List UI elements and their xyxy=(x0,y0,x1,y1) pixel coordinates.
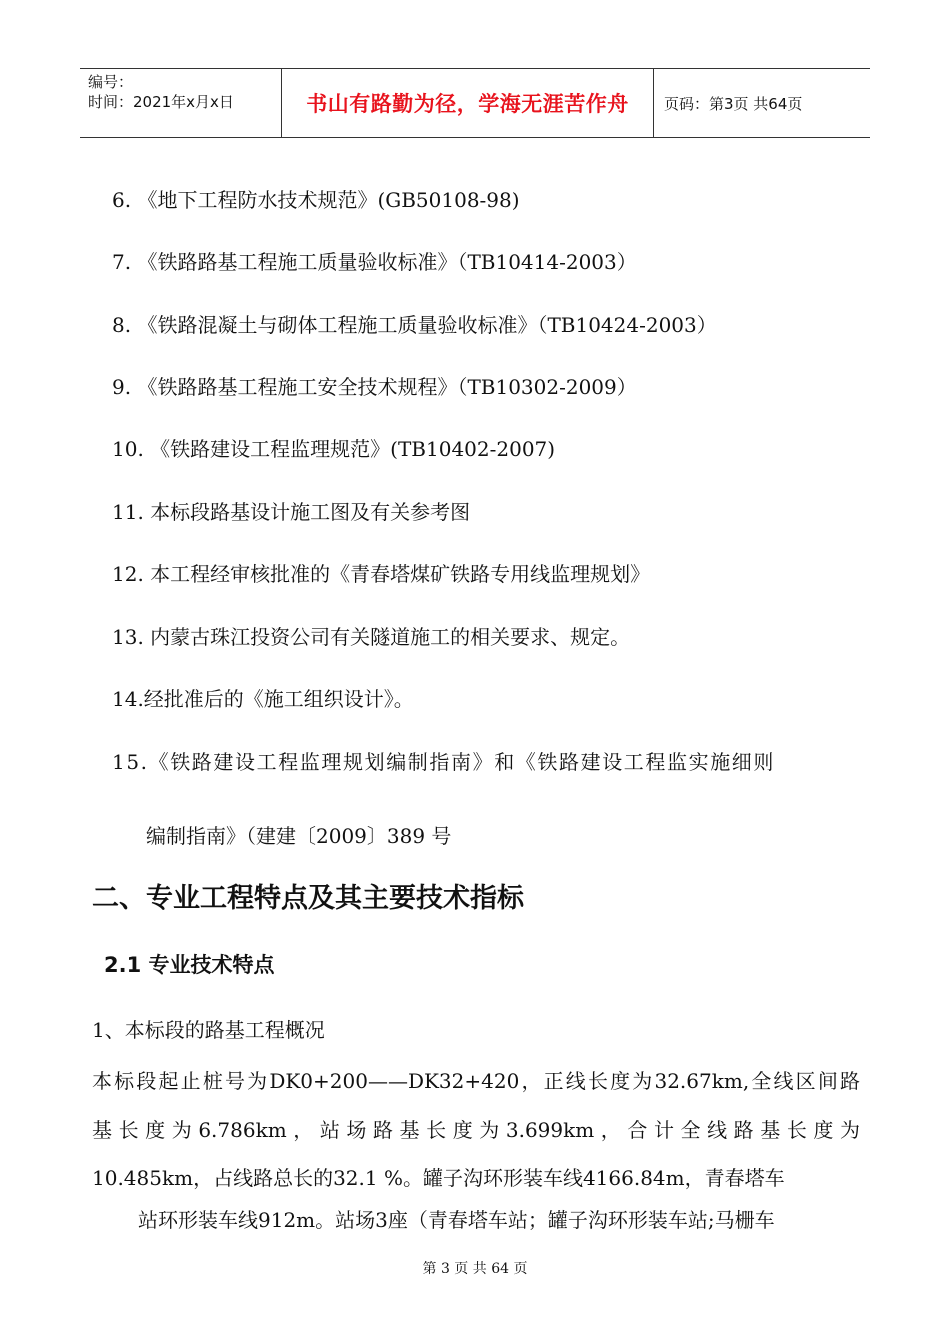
number-label: 编号： xyxy=(88,73,134,91)
list-item: 9. 《铁路路基工程施工安全技术规程》（TB10302-2009） xyxy=(112,375,637,399)
body-line: 站环形装车线912m。站场3座（青春塔车站；罐子沟环形装车站;马栅车 xyxy=(138,1208,775,1232)
item-title: 1、本标段的路基工程概况 xyxy=(92,1018,325,1042)
subsection-title: 2.1 专业技术特点 xyxy=(104,953,275,977)
page-info: 页码：第3页 共64页 xyxy=(664,94,803,113)
time-label: 时间：2021年x月x日 xyxy=(88,93,234,111)
header-left-cell xyxy=(80,69,282,137)
list-item: 6. 《地下工程防水技术规范》(GB50108-98) xyxy=(112,188,520,212)
list-item: 15.《铁路建设工程监理规划编制指南》和《铁路建设工程监实施细则 xyxy=(112,750,776,774)
motto: 书山有路勤为径，学海无涯苦作舟 xyxy=(306,92,629,116)
list-item: 11. 本标段路基设计施工图及有关参考图 xyxy=(112,500,471,524)
list-item: 10. 《铁路建设工程监理规范》(TB10402-2007) xyxy=(112,437,556,461)
section-title: 二、专业工程特点及其主要技术指标 xyxy=(92,883,524,914)
body-line: 基长度为6.786km，站场路基长度为3.699km，合计全线路基长度为 xyxy=(92,1118,860,1142)
body-line: 10.485km，占线路总长的32.1 %。罐子沟环形装车线4166.84m，青春塔车 xyxy=(92,1166,785,1190)
list-item: 8. 《铁路混凝土与砌体工程施工质量验收标准》（TB10424-2003） xyxy=(112,313,717,337)
page-header xyxy=(80,68,870,138)
list-item: 14.经批准后的《施工组织设计》。 xyxy=(112,687,414,711)
list-item: 12. 本工程经审核批准的《青春塔煤矿铁路专用线监理规划》 xyxy=(112,562,651,586)
header-motto-cell xyxy=(282,69,654,137)
body-line: 本标段起止桩号为DK0+200——DK32+420，正线长度为32.67km,全线区间路 xyxy=(92,1069,860,1093)
list-item: 13. 内蒙古珠江投资公司有关隧道施工的相关要求、规定。 xyxy=(112,625,631,649)
list-item-continuation: 编制指南》（建建〔2009〕389 号 xyxy=(146,824,452,848)
list-item: 7. 《铁路路基工程施工质量验收标准》（TB10414-2003） xyxy=(112,250,637,274)
header-page-cell xyxy=(654,69,870,137)
page-footer: 第 3 页 共 64 页 xyxy=(422,1261,528,1277)
